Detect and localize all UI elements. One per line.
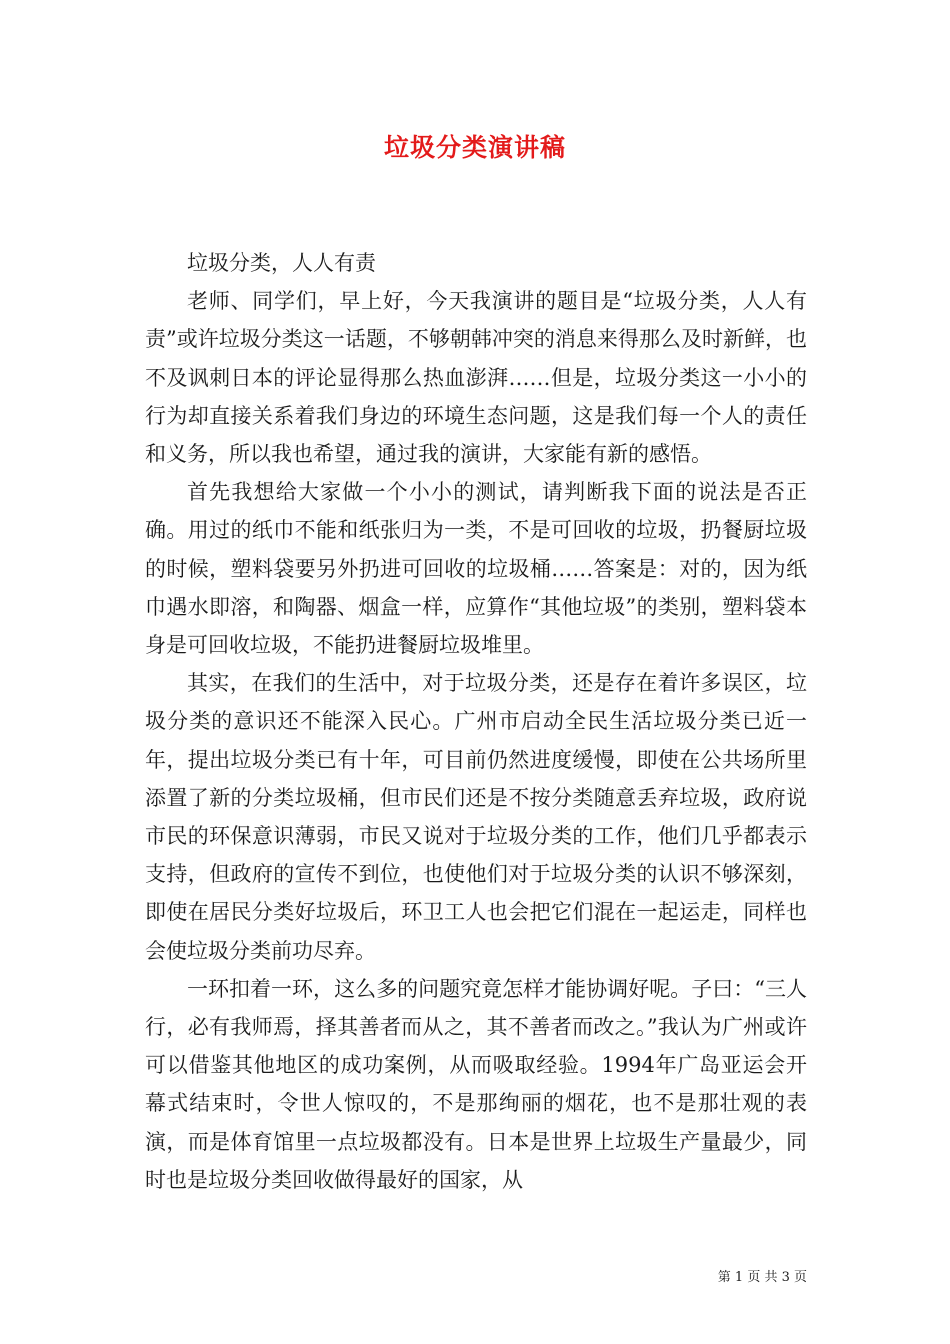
document-title: 垃圾分类演讲稿 bbox=[383, 133, 566, 162]
paragraph-subtitle: 垃圾分类，人人有责 bbox=[187, 251, 376, 275]
paragraph: 老师、同学们，早上好，今天我演讲的题目是“垃圾分类，人人有责”或许垃圾分类这一话题，不够朝韩冲突的消息来得那么及时新鲜，也不及讽刺日本的评论显得那么热血澎湃……但是，垃圾分类这一小小的行为却直接关系着我们身边的环境生态问题，这是我们每一个人的责任和义务，所以我也希望，通过我的演讲，大家能有新的感悟。 bbox=[145, 289, 807, 467]
paragraph: 一环扣着一环，这么多的问题究竟怎样才能协调好呢。子曰：“三人行，必有我师焉，择其善者而从之，其不善者而改之。”我认为广州或许可以借鉴其他地区的成功案例，从而吸取经验。1994年广岛亚运会开幕式结束时，令世人惊叹的，不是那绚丽的烟花，也不是那壮观的表演，而是体育馆里一点垃圾都没有。日本是世界上垃圾生产量最少，同时也是垃圾分类回收做得最好的国家，从 bbox=[145, 976, 807, 1192]
paragraph: 其实，在我们的生活中，对于垃圾分类，还是存在着许多误区，垃圾分类的意识还不能深入民心。广州市启动全民生活垃圾分类已近一年，提出垃圾分类已有十年，可目前仍然进度缓慢，即使在公共场所里添置了新的分类垃圾桶，但市民们还是不按分类随意丢弃垃圾，政府说市民的环保意识薄弱，市民又说对于垃圾分类的工作，他们几乎都表示支持，但政府的宣传不到位，也使他们对于垃圾分类的认识不够深刻，即使在居民分类好垃圾后，环卫工人也会把它们混在一起运走，同样也会使垃圾分类前功尽弃。 bbox=[145, 671, 807, 963]
page-number: 第 1 页 共 3 页 bbox=[717, 1270, 807, 1285]
paragraph: 首先我想给大家做一个小小的测试，请判断我下面的说法是否正确。用过的纸巾不能和纸张归为一类，不是可回收的垃圾，扔餐厨垃圾的时候，塑料袋要另外扔进可回收的垃圾桶……答案是：对的，因为纸巾遇水即溶，和陶器、烟盒一样，应算作“其他垃圾”的类别，塑料袋本身是可回收垃圾，不能扔进餐厨垃圾堆里。 bbox=[145, 480, 807, 658]
document-body bbox=[145, 244, 807, 1199]
